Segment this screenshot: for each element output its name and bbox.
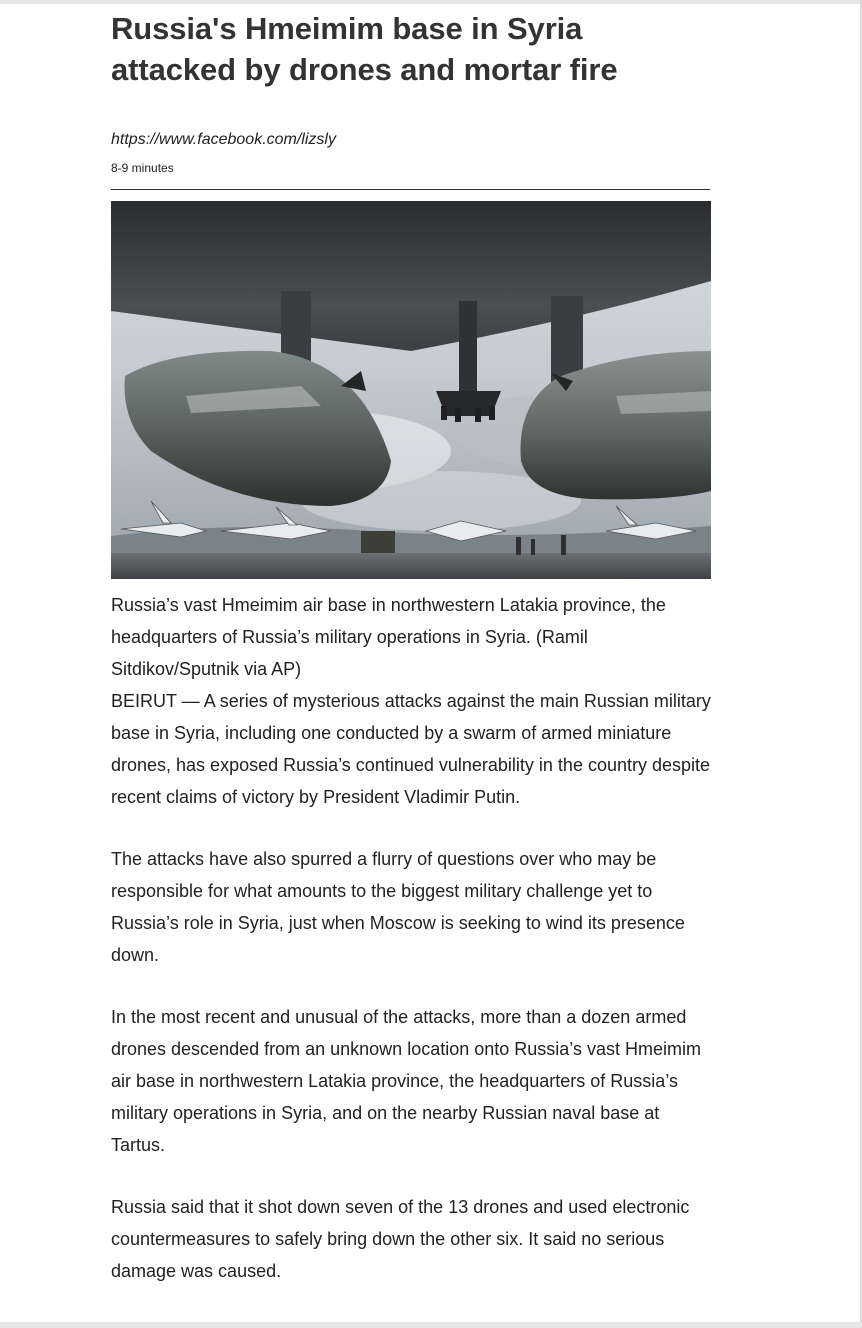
article-body [111,589,711,1287]
header-divider [111,189,710,190]
image-caption: Russia’s vast Hmeimim air base in northwestern Latakia province, the headquarters of Russia’s military operations in Syria. (Ramil Sitdikov/Sputnik via AP) [111,595,666,679]
article-source-link[interactable]: https://www.facebook.com/lizsly [111,131,336,148]
window-frame-top [0,0,862,4]
article-paragraph: The attacks have also spurred a flurry of questions over who may be responsible for what amounts to the biggest military challenge yet to Russia’s role in Syria, just when Moscow is seeking to wind its presence down. [111,849,685,965]
article [111,8,711,1287]
read-time: 8-9 minutes [111,161,174,175]
article-paragraph: In the most recent and unusual of the attacks, more than a dozen armed drones descended from an unknown location onto Russia’s vast Hmeimim air base in northwestern Latakia province, the headquarters of Russia’s military operations in Syria, and on the nearby Russian naval base at Tartus. [111,1007,701,1155]
article-paragraph: BEIRUT — A series of mysterious attacks against the main Russian military base in Syria, including one conducted by a swarm of armed miniature drones, has exposed Russia’s continued vulnerability in the country despite recent claims of victory by President Vladimir Putin. [111,691,711,807]
article-title: Russia's Hmeimim base in Syria attacked by drones and mortar fire [111,11,618,87]
window-frame-bottom [0,1322,862,1328]
article-paragraph: Russia said that it shot down seven of the 13 drones and used electronic countermeasures to safely bring down the other six. It said no serious damage was caused. [111,1197,690,1281]
hero-image [111,201,711,579]
